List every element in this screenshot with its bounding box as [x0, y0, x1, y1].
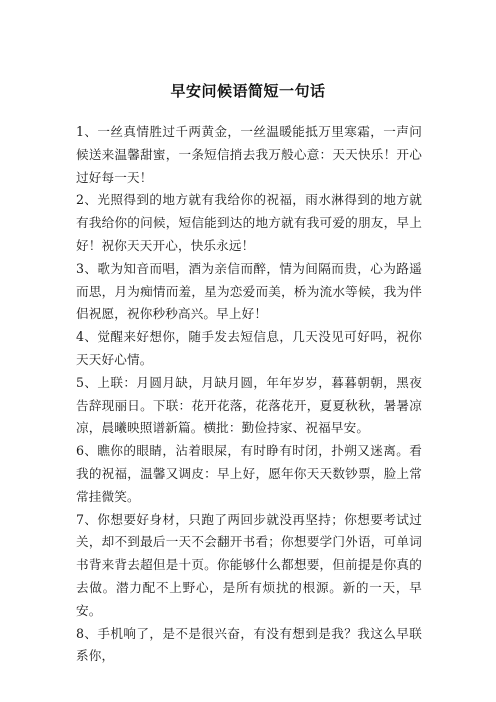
paragraph-8: 8、手机响了，是不是很兴奋，有没有想到是我？我这么早联系你，	[76, 625, 422, 664]
paragraph-4: 4、觉醒来好想你，随手发去短信息，几天没见可好吗，祝你天天好心情。	[76, 329, 422, 367]
paragraph-6: 6、瞧你的眼睛，沾着眼屎，有时睁有时闭，扑朔又迷离。看我的祝福，温馨又调皮：早上好，愿年你天天数钞票，脸上常常挂微笑。	[76, 443, 422, 504]
document-body	[76, 121, 422, 668]
paragraph-7: 7、你想要好身材，只跑了两回步就没再坚持；你想要考试过关，却不到最后一天不会翻开书看；你想要学门外语，可单词书背来背去超但是十页。你能够什么都想要，但前提是你真的去做。潜力配不上野心，是所有烦扰的根源。新的一天，早安。	[76, 511, 422, 618]
paragraph-1: 1、一丝真情胜过千两黄金，一丝温暖能抵万里寒霜，一声问候送来温馨甜蜜，一条短信捎去我万般心意：天天快乐！开心过好每一天！	[76, 124, 422, 185]
paragraph-2: 2、光照得到的地方就有我给你的祝福，雨水淋得到的地方就有我给你的问候，短信能到达的地方就有我可爱的朋友，早上好！祝你天天开心，快乐永远！	[76, 192, 422, 253]
paragraph-5: 5、上联：月圆月缺，月缺月圆，年年岁岁，暮暮朝朝，黑夜告辞现丽日。下联：花开花落，花落花开，夏夏秋秋，暑暑凉凉，晨曦映照谱新篇。横批：勤俭持家、祝福早安。	[76, 374, 422, 436]
paragraph-3: 3、歌为知音而唱，酒为亲信而醉，情为间隔而贵，心为路遥而思，月为痴情而羞，星为恋爱而美，桥为流水等候，我为伴侣祝愿，祝你秒秒高兴。早上好！	[76, 260, 422, 322]
document-title: 早安问候语简短一句话	[170, 82, 326, 100]
